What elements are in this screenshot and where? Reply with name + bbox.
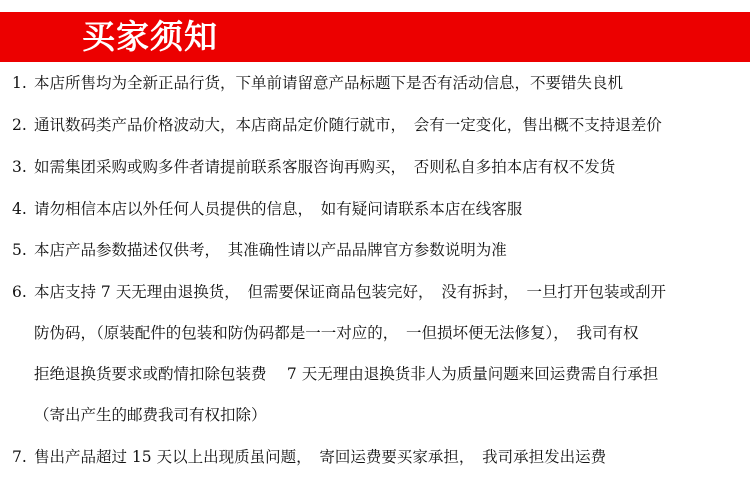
notice-continuation xyxy=(12,318,639,348)
notice-text: 本店支持 7 天无理由退换货， 但需要保证商品包装完好， 没有拆封， 一旦打开包装或刮开 xyxy=(34,283,666,301)
notice-item-5 xyxy=(12,235,507,265)
notice-item-3 xyxy=(12,152,615,182)
notice-text: 本店产品参数描述仅供考， 其准确性请以产品品牌官方参数说明为准 xyxy=(34,241,507,259)
notice-continuation xyxy=(12,400,267,430)
notice-number: 5. xyxy=(12,241,27,259)
notice-number: 1. xyxy=(12,74,27,92)
notice-text: 请勿相信本店以外任何人员提供的信息， 如有疑问请联系本店在线客服 xyxy=(34,200,523,218)
notice-text: 如需集团采购或购多件者请提前联系客服咨询再购买， 否则私自多拍本店有权不发货 xyxy=(34,158,616,176)
notice-item-4 xyxy=(12,194,522,224)
notice-number: 3. xyxy=(12,158,27,176)
notice-item-1 xyxy=(12,68,623,98)
notice-continuation xyxy=(12,359,658,389)
notice-text: 防伪码，（原装配件的包装和防伪码都是一一对应的， 一但损坏便无法修复）， 我司有权 xyxy=(34,324,639,342)
notice-number: 6. xyxy=(12,283,27,301)
notice-text: 本店所售均为全新正品行货，下单前请留意产品标题下是否有活动信息，不要错失良机 xyxy=(34,74,624,92)
notice-item-7 xyxy=(12,442,606,472)
notice-text: （寄出产生的邮费我司有权扣除） xyxy=(34,406,267,424)
notice-text: 通讯数码类产品价格波动大，本店商品定价随行就市， 会有一定变化，售出概不支持退差价 xyxy=(34,116,662,134)
notice-item-6 xyxy=(12,277,666,307)
notice-number: 7. xyxy=(12,448,27,466)
notice-number: 4. xyxy=(12,200,27,218)
page-title: 买家须知 xyxy=(82,17,218,56)
notice-number: 2. xyxy=(12,116,27,134)
notice-item-2 xyxy=(12,110,662,140)
notice-text: 拒绝退换货要求或酌情扣除包装费 7 天无理由退换货非人为质量问题来回运费需自行承担 xyxy=(34,365,659,383)
notice-text: 售出产品超过 15 天以上出现质虽问题， 寄回运费要买家承担， 我司承担发出运费 xyxy=(34,448,607,466)
header-banner xyxy=(0,12,750,62)
